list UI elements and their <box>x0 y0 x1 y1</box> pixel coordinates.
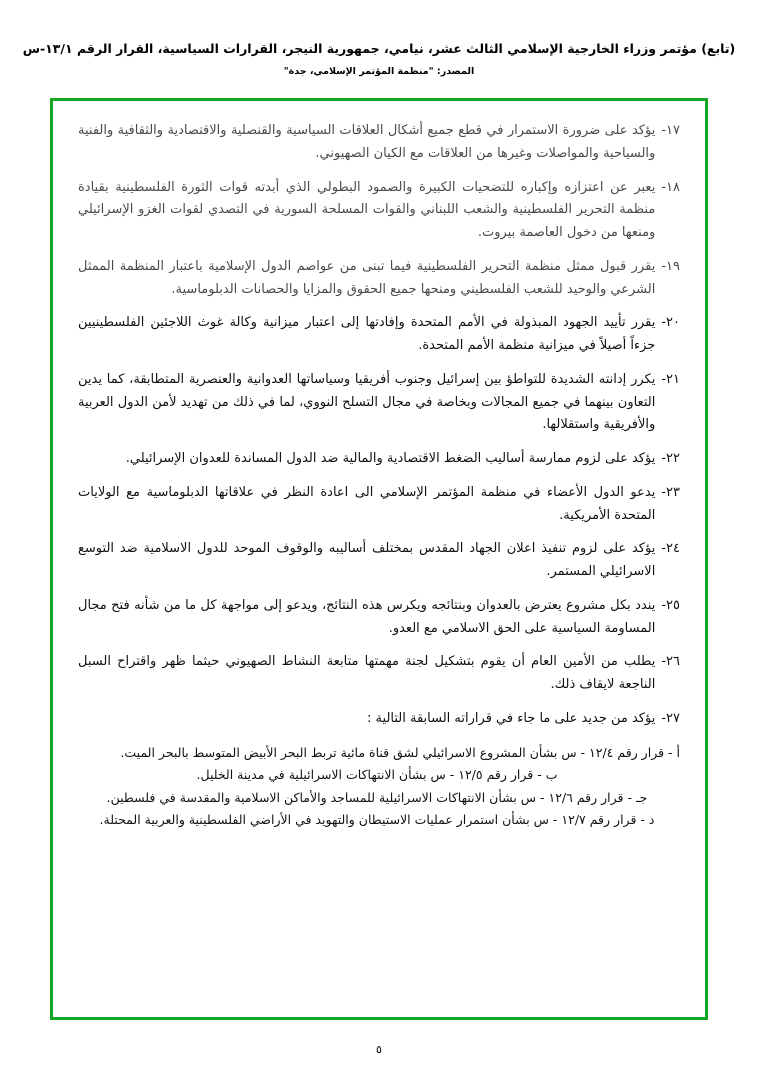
clause-item <box>78 120 680 166</box>
clause-text: يؤكد على ضرورة الاستمرار في قطع جميع أشكال العلاقات السياسية والقنصلية والاقتصادية والثقافية والفنية والسياحية والمواصلات وغيرها من العلاقات مع الكيان الصهيوني. <box>78 123 656 161</box>
sub-clause-list <box>78 742 680 832</box>
clause-number: ١٩- <box>661 258 680 274</box>
clause-text: يعبر عن اعتزازه وإكباره للتضحيات الكبيرة والصمود البطولي الذي أبدته قوات الثورة الفلسطينية بقيادة منظمة التحرير الفلسطينية والشعب اللبناني والقوات المسلحة السورية في التصدي لقوات الغزو الإسرائيلي ومنعها من دخول العاصمة بيروت. <box>78 179 656 240</box>
clause-number: ٢٧- <box>661 710 680 726</box>
page-header <box>0 0 758 77</box>
clause-text: يدعو الدول الأعضاء في منظمة المؤتمر الإسلامي الى اعادة النظر في علاقاتها الدبلوماسية مع الولايات المتحدة الأمريكية. <box>78 484 656 523</box>
clause-item <box>78 177 680 245</box>
clause-item <box>78 448 680 471</box>
clause-text: يؤكد على لزوم ممارسة أساليب الضغط الاقتصادية والمالية ضد الدول المساندة للعدوان الإسرائيلي. <box>125 451 656 466</box>
clause-text: يطلب من الأمين العام أن يقوم بتشكيل لجنة مهمتها متابعة النشاط الصهيوني حيثما ظهر واقتراح السبل الناجعة لايقاف ذلك. <box>78 654 656 692</box>
clause-item <box>78 651 680 697</box>
clause-item <box>78 595 680 641</box>
clause-number: ١٨- <box>661 179 680 195</box>
page-title: (تابع) مؤتمر وزراء الخارجية الإسلامي الثالث عشر، نيامي، جمهورية النيجر، القرارات السياسية، القرار الرقم ١٣/١-س <box>22 41 736 56</box>
clause-text: يؤكد على لزوم تنفيذ اعلان الجهاد المقدس بمختلف أساليبه والوقوف الموحد للدول الاسلامية ضد التوسع الاسرائيلي المستمر. <box>78 541 656 579</box>
clause-number: ٢٢- <box>661 451 680 466</box>
clause-item <box>78 482 680 528</box>
page-number: ٥ <box>376 1043 382 1056</box>
clause-number: ٢١- <box>661 371 680 387</box>
sub-clause-item: جـ - قرار رقم ١٢/٦ - س بشأن الانتهاكات الاسرائيلية للمساجد والأماكن الاسلامية والمقدسة في فلسطين. <box>106 789 648 805</box>
clause-text: يقرر قبول ممثل منظمة التحرير الفلسطينية فيما تبنى من عواصم الدول الإسلامية باعتبار المنظمة الممثل الشرعي والوحيد للشعب الفلسطيني ومنحها جميع الحقوق والمزايا والحصانات الدبلوماسية. <box>78 258 656 297</box>
sub-clause-item: ب - قرار رقم ١٢/٥ - س بشأن الانتهاكات الاسرائيلية في مدينة الخليل. <box>196 767 558 782</box>
clause-number: ١٧- <box>661 123 680 138</box>
clause-text: يؤكد من جديد على ما جاء في قراراته السابقة التالية : <box>367 710 656 726</box>
sub-clause-item: أ - قرار رقم ١٢/٤ - س بشأن المشروع الاسرائيلي لشق قناة مائية تربط البحر الأبيض المتوسط بالبحر الميت. <box>120 744 680 760</box>
clause-item <box>78 538 680 584</box>
clause-number: ٢٦- <box>661 654 680 670</box>
clause-text: يندد بكل مشروع يعترض بالعدوان وبنتائجه ويكرس هذه النتائج، ويدعو إلى مواجهة كل ما من شأنه فتح مجال المساومة السياسية على الحق الاسلامي مع العدو. <box>78 597 656 636</box>
sub-clause-item: د - قرار رقم ١٢/٧ - س بشأن استمرار عمليات الاستيطان والتهويد في الأراضي الفلسطينية والعربية المحتلة. <box>99 812 655 827</box>
clause-item <box>78 256 680 302</box>
clause-text: يكرر إدانته الشديدة للتواطؤ بين إسرائيل وجنوب أفريقيا وسياساتها العدوانية والعنصرية المتطابقة، كما يدين التعاون بينهما في جميع المجالات وبخاصة في مجال التسلح النووي، لما في ذلك من تهديد لأمن الدول العربية والأفريقية واستقلالها. <box>78 371 656 433</box>
clause-item <box>78 708 680 731</box>
source-line: المصدر: "منظمة المؤتمر الإسلامي، جدة" <box>283 65 475 77</box>
clause-number: ٢٠- <box>661 315 680 331</box>
clause-item <box>78 369 680 437</box>
clause-number: ٢٥- <box>661 597 680 613</box>
clause-number: ٢٣- <box>661 484 680 500</box>
clause-text: يقرر تأييد الجهود المبذولة في الأمم المتحدة وإفادتها إلى اعتبار ميزانية وكالة غوث اللاجئين الفلسطينيين جزءاً أصيلاً في ميزانية منظمة الأمم المتحدة. <box>78 315 656 353</box>
clause-item <box>78 312 680 358</box>
clause-list <box>78 120 680 1008</box>
clause-number: ٢٤- <box>661 541 680 557</box>
